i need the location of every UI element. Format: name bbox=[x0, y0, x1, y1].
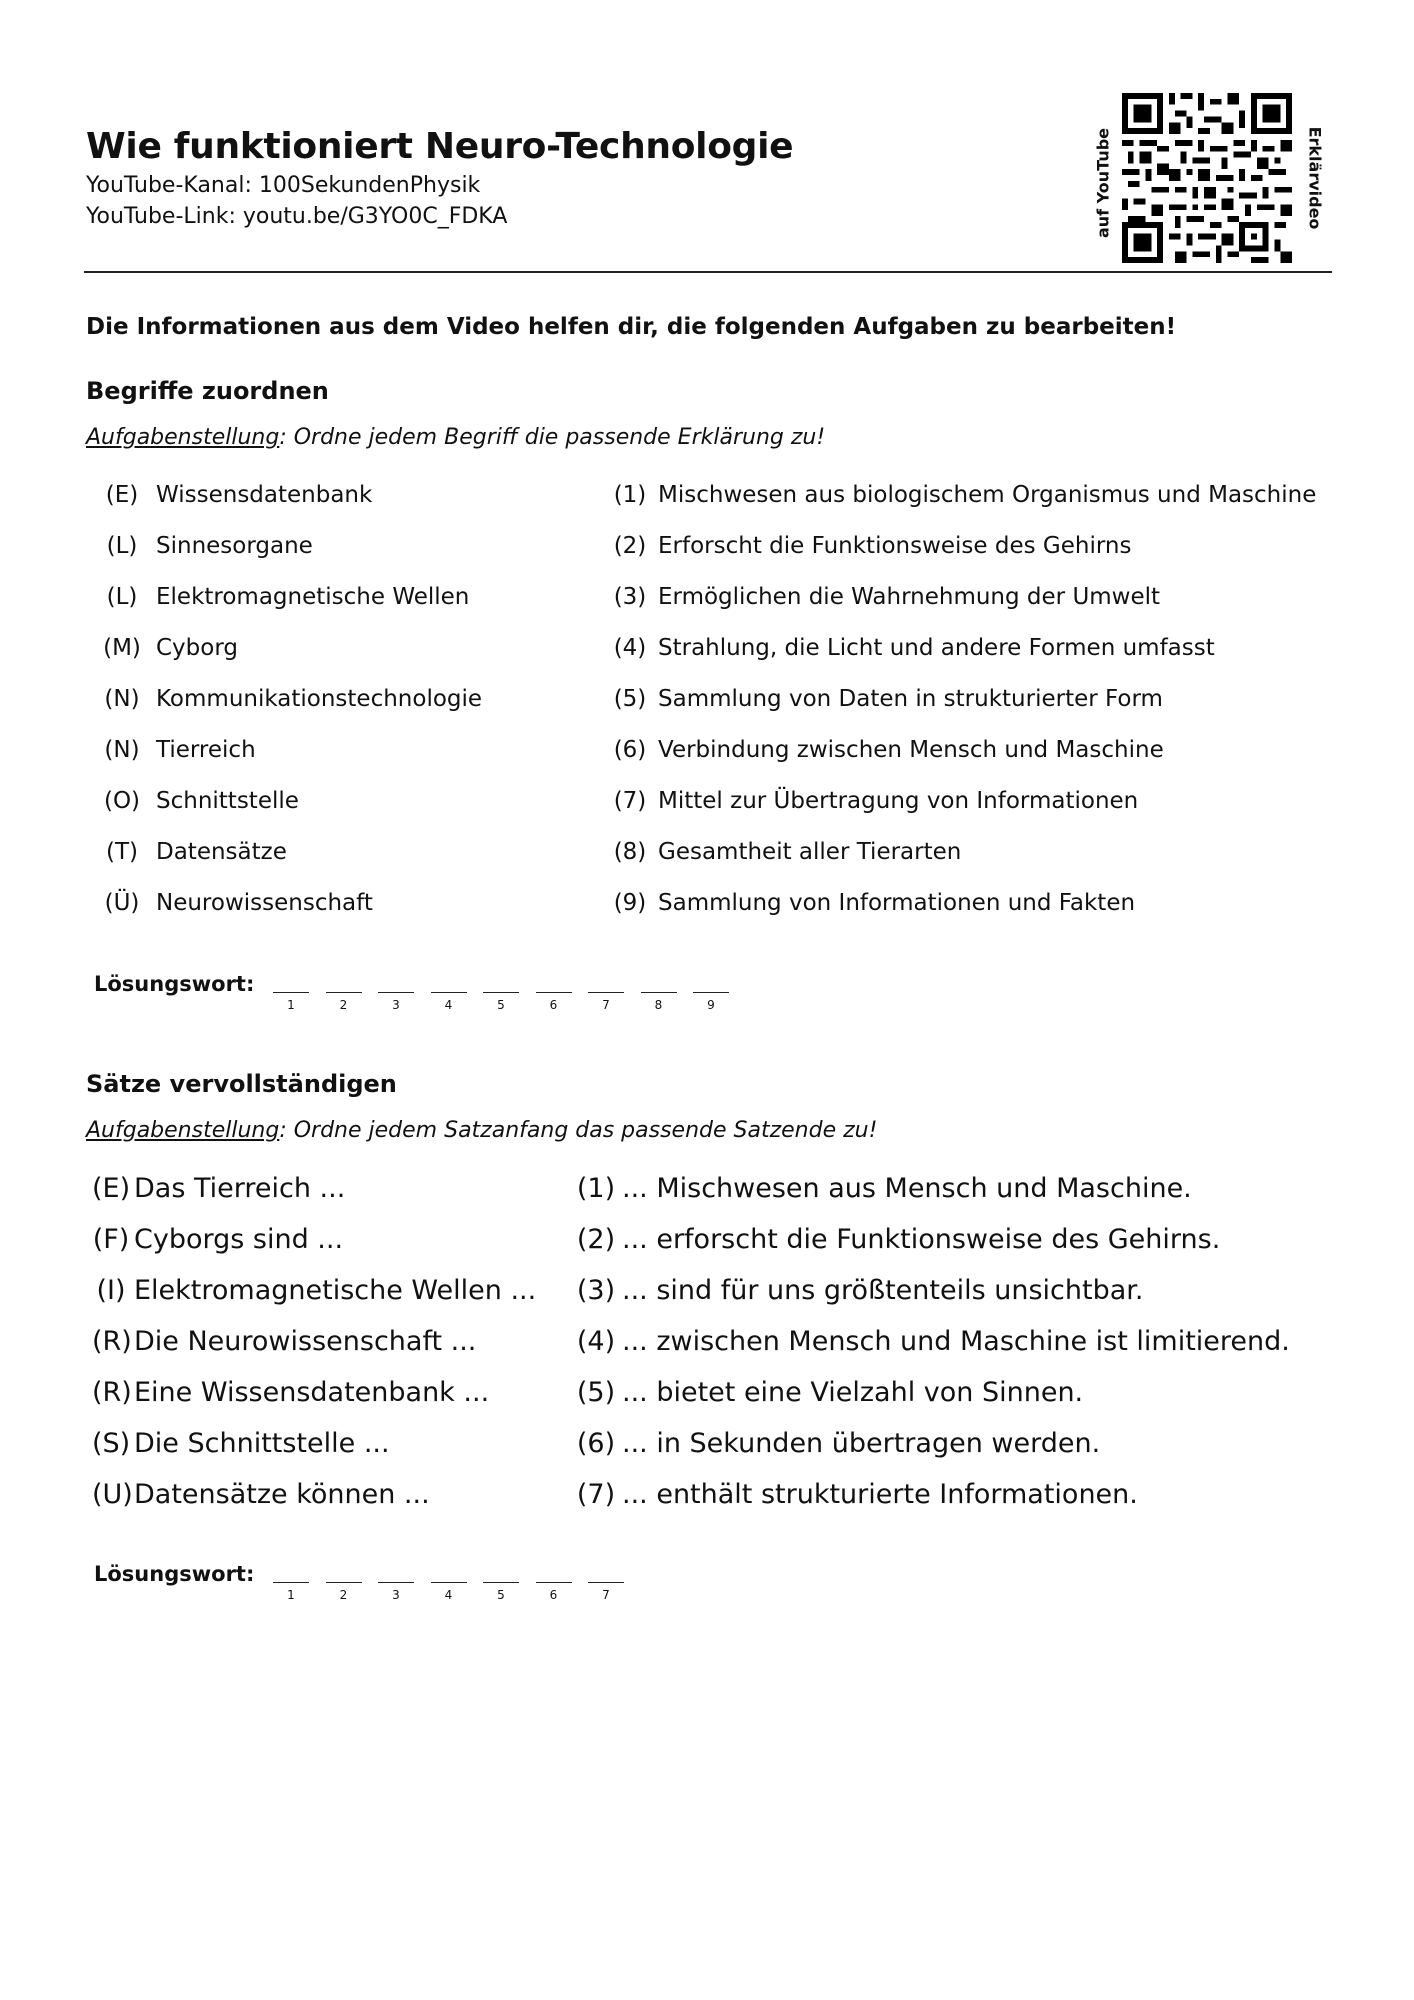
solution-blank-number: 5 bbox=[497, 1588, 505, 1602]
section-heading-saetze: Sätze vervollständigen bbox=[86, 1070, 397, 1098]
definition-text: Erforscht die Funktionsweise des Gehirns bbox=[658, 533, 1132, 559]
solution-blank[interactable] bbox=[536, 992, 572, 993]
term-letter: (E) bbox=[105, 482, 139, 508]
definition-text: Strahlung, die Licht und andere Formen umfasst bbox=[658, 635, 1215, 661]
sentence-start-row bbox=[92, 1275, 536, 1306]
sentence-letter: (I) bbox=[96, 1275, 126, 1306]
solution-blank[interactable] bbox=[378, 992, 414, 993]
definition-text: Ermöglichen die Wahrnehmung der Umwelt bbox=[658, 584, 1161, 610]
sentence-start-text: Elektromagnetische Wellen ... bbox=[134, 1275, 537, 1306]
solution-blank[interactable] bbox=[483, 992, 519, 993]
sentence-ending-text: ... enthält strukturierte Informationen. bbox=[622, 1479, 1138, 1510]
ending-number: (2) bbox=[576, 1224, 616, 1255]
ending-number: (1) bbox=[576, 1173, 616, 1204]
term-letter: (M) bbox=[103, 635, 141, 661]
solution-word-label-2: Lösungswort: bbox=[94, 1562, 255, 1586]
solution-blank-number: 4 bbox=[444, 1588, 453, 1602]
sentence-start-text: Cyborgs sind ... bbox=[134, 1224, 344, 1255]
sentence-ending-row bbox=[576, 1326, 1290, 1357]
solution-blank[interactable] bbox=[326, 1582, 362, 1583]
sentence-ending-row bbox=[576, 1479, 1138, 1510]
solution-blank[interactable] bbox=[641, 992, 677, 993]
term-letter: (N) bbox=[104, 686, 140, 712]
sentence-ending-row bbox=[576, 1224, 1220, 1255]
solution-blank[interactable] bbox=[693, 992, 729, 993]
term-text: Sinnesorgane bbox=[156, 533, 313, 559]
header-divider bbox=[84, 271, 1332, 273]
definition-row bbox=[612, 737, 1164, 763]
term-text: Cyborg bbox=[156, 635, 238, 661]
definition-number: (9) bbox=[613, 890, 647, 916]
ending-number: (6) bbox=[576, 1428, 616, 1459]
sentence-ending-text: ... zwischen Mensch und Maschine ist limitierend. bbox=[622, 1326, 1290, 1357]
definition-row bbox=[612, 890, 1135, 916]
term-text: Datensätze bbox=[156, 839, 287, 865]
sentence-start-text: Eine Wissensdatenbank ... bbox=[134, 1377, 490, 1408]
definition-text: Gesamtheit aller Tierarten bbox=[658, 839, 962, 865]
qr-right-label: Erklärvideo bbox=[1305, 126, 1325, 230]
definition-number: (4) bbox=[613, 635, 647, 661]
definition-number: (2) bbox=[613, 533, 647, 559]
definition-row bbox=[612, 533, 1131, 559]
ending-number: (4) bbox=[576, 1326, 616, 1357]
sentence-start-row bbox=[92, 1173, 345, 1204]
term-text: Neurowissenschaft bbox=[156, 890, 373, 916]
sentence-start-text: Die Neurowissenschaft ... bbox=[134, 1326, 477, 1357]
term-text: Elektromagnetische Wellen bbox=[156, 584, 470, 610]
sentence-ending-row bbox=[576, 1275, 1143, 1306]
sentence-letter: (R) bbox=[92, 1377, 132, 1408]
definition-number: (3) bbox=[613, 584, 647, 610]
qr-left-label: auf YouTube bbox=[1093, 127, 1113, 239]
qr-code-icon[interactable] bbox=[1122, 93, 1292, 263]
solution-blank[interactable] bbox=[536, 1582, 572, 1583]
solution-blank-number: 1 bbox=[287, 998, 295, 1012]
section-heading-begriffe: Begriffe zuordnen bbox=[86, 377, 329, 405]
solution-blank-number: 3 bbox=[392, 998, 400, 1012]
term-letter: (L) bbox=[106, 533, 138, 559]
term-row bbox=[100, 635, 238, 661]
sentence-letter: (S) bbox=[92, 1428, 131, 1459]
definition-text: Sammlung von Informationen und Fakten bbox=[658, 890, 1136, 916]
sentence-start-row bbox=[92, 1377, 489, 1408]
solution-blank-number: 2 bbox=[339, 998, 348, 1012]
solution-word-label-1: Lösungswort: bbox=[94, 972, 255, 996]
term-text: Wissensdatenbank bbox=[156, 482, 373, 508]
task-text: : Ordne jedem Begriff die passende Erklärung zu! bbox=[279, 425, 826, 450]
solution-blank-number: 7 bbox=[602, 998, 610, 1012]
solution-blank-number: 6 bbox=[549, 998, 558, 1012]
solution-blank[interactable] bbox=[483, 1582, 519, 1583]
definition-number: (5) bbox=[613, 686, 647, 712]
solution-blank-number: 1 bbox=[287, 1588, 295, 1602]
sentence-ending-text: ... sind für uns größtenteils unsichtbar. bbox=[622, 1275, 1144, 1306]
term-letter: (N) bbox=[104, 737, 140, 763]
solution-blank[interactable] bbox=[588, 992, 624, 993]
definition-text: Mischwesen aus biologischem Organismus und Maschine bbox=[658, 482, 1317, 508]
task-label: Aufgabenstellung bbox=[86, 1118, 280, 1143]
term-text: Schnittstelle bbox=[156, 788, 299, 814]
definition-row bbox=[612, 635, 1215, 661]
definition-number: (7) bbox=[613, 788, 647, 814]
definition-row bbox=[612, 788, 1138, 814]
solution-blank[interactable] bbox=[326, 992, 362, 993]
term-row bbox=[100, 686, 482, 712]
task-label: Aufgabenstellung bbox=[86, 425, 280, 450]
youtube-link[interactable]: YouTube-Link: youtu.be/G3YO0C_FDKA bbox=[86, 204, 508, 229]
definition-row bbox=[612, 839, 961, 865]
solution-blank[interactable] bbox=[431, 992, 467, 993]
solution-blank-number: 2 bbox=[339, 1588, 348, 1602]
solution-blank[interactable] bbox=[588, 1582, 624, 1583]
term-letter: (T) bbox=[106, 839, 138, 865]
ending-number: (5) bbox=[576, 1377, 616, 1408]
definition-text: Sammlung von Daten in strukturierter Form bbox=[658, 686, 1163, 712]
sentence-start-text: Das Tierreich ... bbox=[134, 1173, 346, 1204]
sentence-ending-row bbox=[576, 1173, 1192, 1204]
sentence-ending-text: ... in Sekunden übertragen werden. bbox=[622, 1428, 1101, 1459]
definition-row bbox=[612, 584, 1160, 610]
term-text: Tierreich bbox=[156, 737, 256, 763]
sentence-ending-row bbox=[576, 1428, 1100, 1459]
sentence-start-row bbox=[92, 1428, 390, 1459]
solution-blank-number: 7 bbox=[602, 1588, 610, 1602]
sentence-start-row bbox=[92, 1326, 476, 1357]
solution-blank-number: 3 bbox=[392, 1588, 400, 1602]
term-row bbox=[100, 788, 299, 814]
intro-text: Die Informationen aus dem Video helfen dir, die folgenden Aufgaben zu bearbeiten! bbox=[86, 314, 1177, 340]
solution-blank-number: 5 bbox=[497, 998, 505, 1012]
term-row bbox=[100, 584, 469, 610]
definition-row bbox=[612, 482, 1316, 508]
solution-blank[interactable] bbox=[273, 992, 309, 993]
sentence-start-text: Die Schnittstelle ... bbox=[134, 1428, 390, 1459]
solution-blank[interactable] bbox=[273, 1582, 309, 1583]
definition-row bbox=[612, 686, 1163, 712]
term-letter: (Ü) bbox=[104, 890, 140, 916]
term-row bbox=[100, 533, 313, 559]
sentence-letter: (F) bbox=[92, 1224, 130, 1255]
definition-number: (6) bbox=[613, 737, 647, 763]
sentence-start-text: Datensätze können ... bbox=[134, 1479, 430, 1510]
definition-number: (1) bbox=[613, 482, 647, 508]
sentence-ending-text: ... bietet eine Vielzahl von Sinnen. bbox=[622, 1377, 1084, 1408]
term-letter: (L) bbox=[106, 584, 138, 610]
sentence-ending-text: ... erforscht die Funktionsweise des Gehirns. bbox=[622, 1224, 1221, 1255]
solution-blank-number: 6 bbox=[549, 1588, 558, 1602]
term-text: Kommunikationstechnologie bbox=[156, 686, 483, 712]
page-title: Wie funktioniert Neuro-Technologie bbox=[86, 126, 794, 167]
solution-blank-number: 9 bbox=[707, 998, 715, 1012]
term-row bbox=[100, 890, 373, 916]
definition-number: (8) bbox=[613, 839, 647, 865]
solution-blank-number: 4 bbox=[444, 998, 453, 1012]
solution-blank[interactable] bbox=[378, 1582, 414, 1583]
term-row bbox=[100, 482, 372, 508]
sentence-letter: (E) bbox=[92, 1173, 131, 1204]
task-instruction-2 bbox=[86, 1118, 877, 1143]
sentence-ending-text: ... Mischwesen aus Mensch und Maschine. bbox=[622, 1173, 1192, 1204]
task-text: : Ordne jedem Satzanfang das passende Satzende zu! bbox=[279, 1118, 878, 1143]
term-row bbox=[100, 839, 287, 865]
solution-blank[interactable] bbox=[431, 1582, 467, 1583]
definition-text: Mittel zur Übertragung von Informationen bbox=[658, 788, 1139, 814]
sentence-letter: (U) bbox=[92, 1479, 133, 1510]
solution-blank-number: 8 bbox=[654, 998, 663, 1012]
term-row bbox=[100, 737, 256, 763]
youtube-channel: YouTube-Kanal: 100SekundenPhysik bbox=[86, 173, 481, 198]
ending-number: (7) bbox=[576, 1479, 616, 1510]
sentence-start-row bbox=[92, 1224, 343, 1255]
term-letter: (O) bbox=[103, 788, 141, 814]
sentence-ending-row bbox=[576, 1377, 1083, 1408]
task-instruction-1 bbox=[86, 425, 825, 450]
sentence-start-row bbox=[92, 1479, 430, 1510]
ending-number: (3) bbox=[576, 1275, 616, 1306]
definition-text: Verbindung zwischen Mensch und Maschine bbox=[658, 737, 1164, 763]
sentence-letter: (R) bbox=[92, 1326, 132, 1357]
